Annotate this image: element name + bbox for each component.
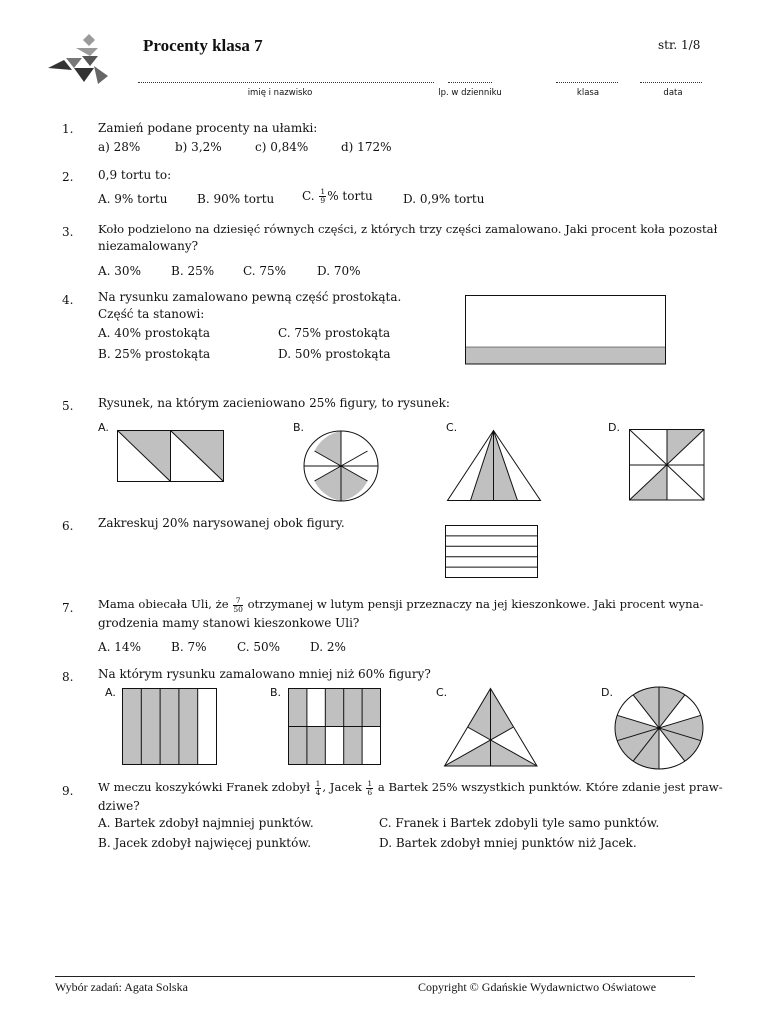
class-field-label: klasa [576, 88, 600, 98]
answer-option-a[interactable]: A. 14% [98, 640, 141, 654]
rectangle-figure [465, 295, 667, 365]
question-number: 2. [62, 170, 74, 184]
answer-option: a) 28% [98, 140, 141, 154]
answer-option-c[interactable]: C. 75% [243, 264, 287, 278]
answer-option-d[interactable]: D. 70% [317, 264, 361, 278]
footer-author: Wybór zadań: Agata Solska [55, 980, 188, 994]
fraction [319, 188, 326, 205]
answer-option-d[interactable]: D. 50% prostokąta [278, 347, 391, 361]
name-field-label: imię i nazwisko [247, 88, 313, 98]
figure-label-a: A. [98, 421, 109, 434]
question-text-part: , Jacek [322, 780, 362, 794]
question-number: 5. [62, 399, 74, 413]
question-number: 6. [62, 519, 74, 533]
answer-option-a[interactable]: A. Bartek zdobył najmniej punktów. [98, 816, 314, 830]
striped-rectangle-figure[interactable] [445, 525, 539, 579]
answer-option-d[interactable]: D. 2% [310, 640, 346, 654]
answer-option-b[interactable]: B. 7% [171, 640, 207, 654]
question-text-part: a Bartek 25% wszystkich punktów. Które zdanie jest praw- [377, 780, 723, 794]
footer-copyright: Copyright © Gdańskie Wydawnictwo Oświatowe [418, 980, 657, 994]
class-field-line[interactable] [556, 82, 618, 83]
question-text-line1 [98, 779, 723, 797]
fraction-numerator: 1 [320, 187, 326, 196]
question-text: Zakreskuj 20% narysowanej obok figury. [98, 516, 345, 530]
fraction-denominator: 4 [315, 787, 321, 797]
figure-a-squares [117, 430, 225, 482]
answer-option-c[interactable]: C. Franek i Bartek zdobyli tyle samo punktów. [379, 816, 660, 830]
date-field-label: data [663, 88, 683, 98]
figure-label-c: C. [436, 686, 448, 699]
fraction-numerator: 1 [315, 778, 321, 788]
answer-option-d[interactable]: D. 0,9% tortu [403, 192, 485, 206]
question-number: 3. [62, 225, 74, 239]
question-text-line2: grodzenia mamy stanowi kieszonkowe Uli? [98, 616, 360, 630]
option-letter: C. [302, 189, 315, 203]
figure-label-a: A. [105, 686, 116, 699]
roll-number-field-line[interactable] [448, 82, 492, 83]
figure-label-b: B. [270, 686, 282, 699]
page-number: str. 1/8 [658, 38, 701, 52]
option-text: % tortu [327, 189, 373, 203]
figure-c-triangle [447, 430, 541, 502]
figure-label-c: C. [446, 421, 458, 434]
answer-option-c[interactable]: C. 50% [237, 640, 281, 654]
name-field-line[interactable] [138, 82, 434, 83]
answer-option-a[interactable]: A. 40% prostokąta [98, 326, 211, 340]
question-text-line2: Część ta stanowi: [98, 307, 205, 321]
answer-option-d[interactable]: D. Bartek zdobył mniej punktów niż Jacek. [379, 836, 637, 850]
answer-option: c) 0,84% [255, 140, 309, 154]
fraction [315, 780, 322, 797]
date-field-line[interactable] [640, 82, 702, 83]
answer-option-c[interactable] [302, 188, 373, 205]
question-text-line1: Koło podzielono na dziesięć równych części, z których trzy części zamalowano. Jaki procent koła pozostał [98, 222, 718, 236]
question-number: 1. [62, 122, 74, 136]
answer-option-b[interactable]: B. 90% tortu [197, 192, 275, 206]
figure-label-d: D. [608, 421, 620, 434]
fraction [233, 597, 243, 614]
fraction-numerator: 1 [367, 778, 373, 788]
figure-b-grid [288, 688, 382, 766]
question-number: 9. [62, 784, 74, 798]
answer-option: b) 3,2% [175, 140, 222, 154]
question-text-part: W meczu koszykówki Franek zdobył [98, 780, 310, 794]
question-text-line1 [98, 596, 703, 614]
answer-option-b[interactable]: B. Jacek zdobył najwięcej punktów. [98, 836, 312, 850]
question-number: 4. [62, 293, 74, 307]
answer-option-a[interactable]: A. 9% tortu [98, 192, 168, 206]
question-number: 7. [62, 601, 74, 615]
question-text-line1: Na rysunku zamalowano pewną część prostokąta. [98, 290, 402, 304]
figure-d-square [629, 429, 705, 501]
answer-option-c[interactable]: C. 75% prostokąta [278, 326, 391, 340]
answer-option-b[interactable]: B. 25% [171, 264, 215, 278]
footer-divider [55, 976, 695, 977]
answer-option-b[interactable]: B. 25% prostokąta [98, 347, 211, 361]
question-text: 0,9 tortu to: [98, 168, 172, 182]
figure-label-b: B. [293, 421, 305, 434]
question-text-line2: dziwe? [98, 799, 140, 813]
figure-a-strips [122, 688, 218, 766]
answer-option-a[interactable]: A. 30% [98, 264, 141, 278]
question-text-line2: niezamalowany? [98, 239, 199, 253]
page-title: Procenty klasa 7 [143, 36, 263, 55]
fraction-denominator: 50 [233, 604, 243, 614]
question-number: 8. [62, 670, 74, 684]
fraction [366, 780, 373, 797]
question-text: Zamień podane procenty na ułamki: [98, 121, 318, 135]
fraction-denominator: 9 [320, 196, 326, 205]
question-text: Na którym rysunku zamalowano mniej niż 60% figury? [98, 667, 431, 681]
question-text-part: Mama obiecała Uli, że [98, 597, 229, 611]
tangram-logo [48, 34, 112, 88]
question-text: Rysunek, na którym zacieniowano 25% figury, to rysunek: [98, 396, 450, 410]
question-text-part: otrzymanej w lutym pensji przeznaczy na jej kieszonkowe. Jaki procent wyna- [247, 597, 704, 611]
figure-label-d: D. [601, 686, 613, 699]
figure-b-circle [303, 430, 379, 502]
figure-d-circle [614, 686, 704, 770]
fraction-numerator: 7 [233, 597, 243, 606]
fraction-denominator: 6 [367, 787, 373, 797]
answer-option: d) 172% [341, 140, 392, 154]
roll-number-field-label: lp. w dzienniku [438, 88, 502, 98]
figure-c-triangle [444, 688, 538, 768]
